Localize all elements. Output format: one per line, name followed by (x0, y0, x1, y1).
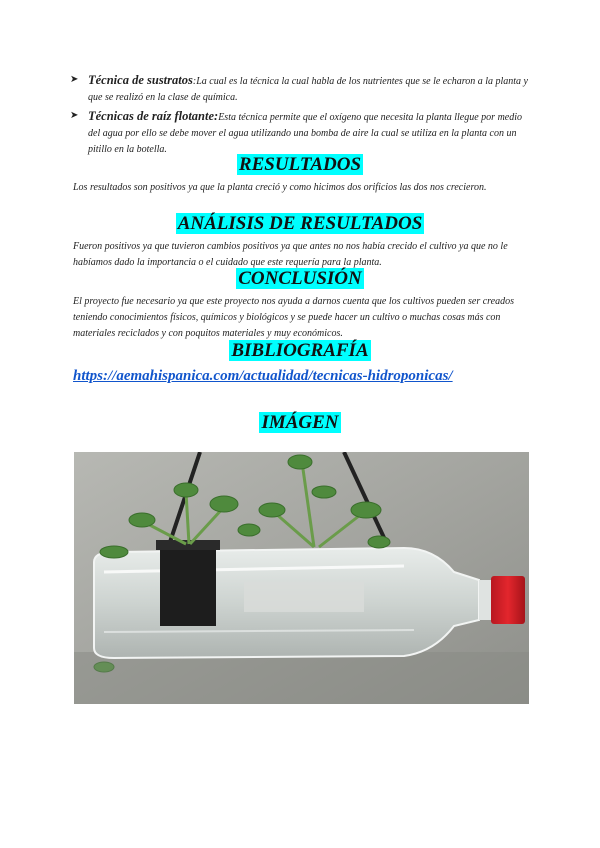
bullet-text: Esta técnica permite que el oxígeno que necesita la planta llegue por medio del agua por ello se debe mover el agua utilizando una bomba de aire la cual se utiliza en la planta con un pitillo en la botella. (88, 112, 523, 155)
heading-text: BIBLIOGRAFÍA (231, 340, 369, 361)
arrowhead-bullet-icon: ➤ (70, 74, 79, 85)
heading-text: ANÁLISIS DE RESULTADOS (177, 213, 423, 234)
bottle-illustration (74, 452, 529, 704)
arrowhead-bullet-icon: ➤ (70, 110, 79, 121)
bullet-text: :La cual es la técnica la cual habla de los nutrientes que se le echaron a la planta y que se realizó en la clase de química. (88, 76, 528, 103)
bullet-item-raiz-flotante (70, 108, 528, 158)
heading-conclusion (0, 268, 600, 290)
bullet-term: Técnicas de raíz flotante: (88, 109, 219, 123)
heading-analisis (0, 213, 600, 235)
heading-resultados (0, 154, 600, 176)
paragraph-resultados: Los resultados son positivos ya que la planta creció y como hicimos dos orificios las dos nos crecieron. (73, 182, 487, 193)
bullet-term: Técnica de sustratos (88, 73, 193, 87)
hydroponic-bottle-photo (74, 452, 529, 704)
heading-bibliografia (0, 340, 600, 362)
bibliography-link[interactable]: https://aemahispanica.com/actualidad/tecnicas-hidroponicas/ (73, 368, 453, 384)
paragraph-analisis: Fueron positivos ya que tuvieron cambios positivos ya que antes no nos había crecido el cultivo ya que no le habíamos dado la importancia o el cuidado que este requería para la planta. (73, 241, 508, 268)
heading-text: RESULTADOS (238, 154, 362, 175)
paragraph-conclusion: El proyecto fue necesario ya que este proyecto nos ayuda a darnos cuenta que los cultivos pueden ser creados teniendo conocimientos físicos, químicos y biológicos y se puede hacer un cultivo o muchas cosas más con materiales reciclados y con poquitos materiales y muy económicos. (73, 296, 515, 339)
heading-imagen (0, 412, 600, 434)
heading-text: IMÁGEN (261, 412, 339, 433)
heading-text: CONCLUSIÓN (238, 268, 362, 289)
bullet-item-sustratos (70, 72, 528, 106)
